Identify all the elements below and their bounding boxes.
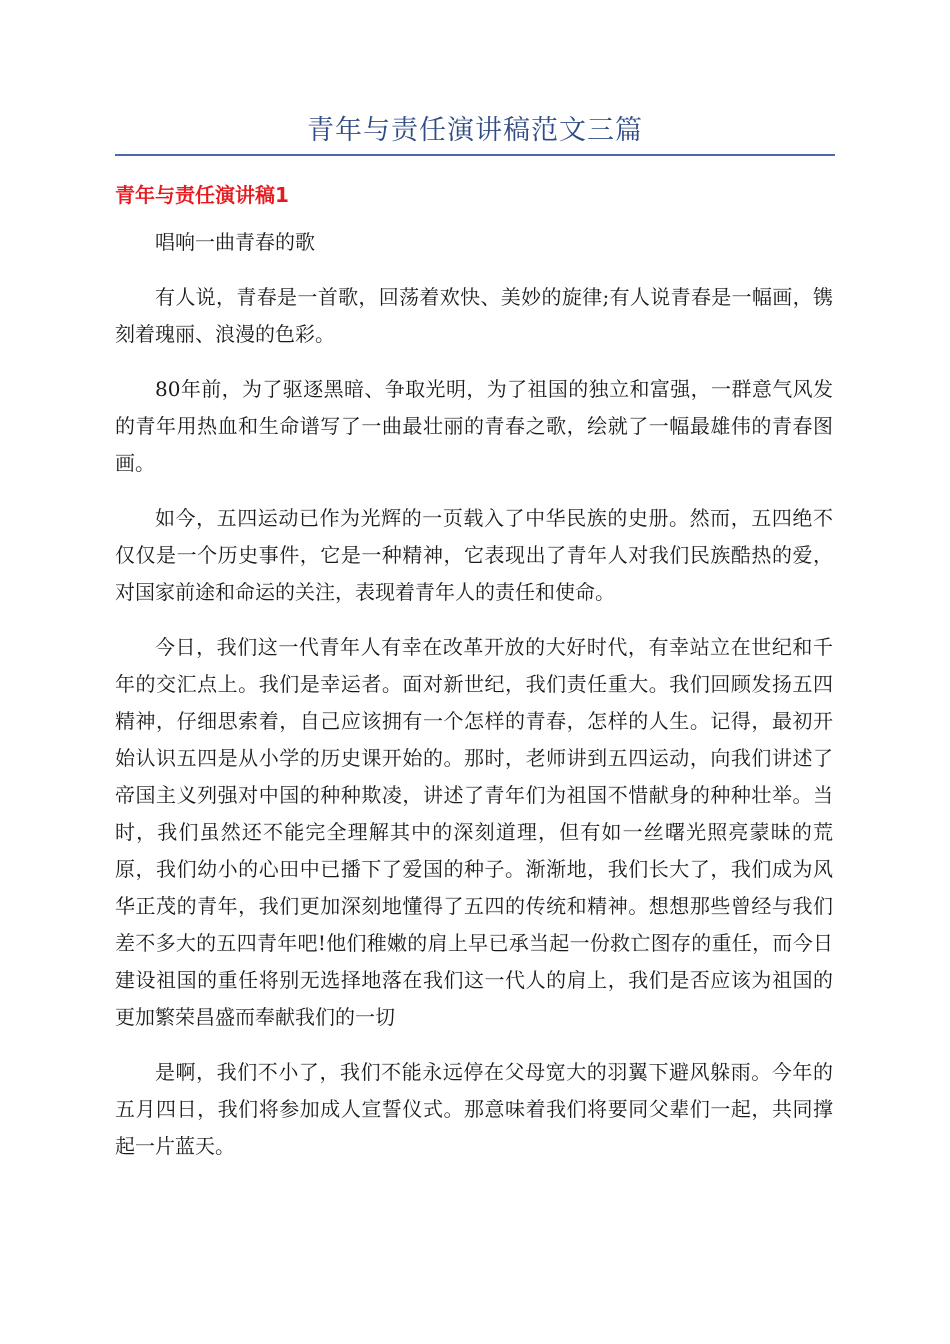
paragraph-2: 80年前，为了驱逐黑暗、争取光明，为了祖国的独立和富强，一群意气风发的青年用热血和生命谱写了一曲最壮丽的青春之歌，绘就了一幅最雄伟的青春图画。 bbox=[115, 377, 833, 475]
paragraph-4: 今日，我们这一代青年人有幸在改革开放的大好时代，有幸站立在世纪和千年的交汇点上。我们是幸运者。面对新世纪，我们责任重大。我们回顾发扬五四精神，仔细思索着，自己应该拥有一个怎样的青春，怎样的人生。记得，最初开始认识五四是从小学的历史课开始的。那时，老师讲到五四运动，向我们讲述了帝国主义列强对中国的种种欺凌，讲述了青年们为祖国不惜献身的种种壮举。当时，我们虽然还不能完全理解其中的深刻道理，但有如一丝曙光照亮蒙昧的荒原，我们幼小的心田中已播下了爱国的种子。渐渐地，我们长大了，我们成为风华正茂的青年，我们更加深刻地懂得了五四的传统和精神。想想那些曾经与我们差不多大的五四青年吧!他们稚嫩的肩上早已承当起一份救亡图存的重任，而今日建设祖国的重任将别无选择地落在我们这一代人的肩上，我们是否应该为祖国的更加繁荣昌盛而奉献我们的一切 bbox=[115, 635, 833, 1029]
section-heading: 青年与责任演讲稿1 bbox=[115, 183, 289, 207]
paragraph-5: 是啊，我们不小了，我们不能永远停在父母宽大的羽翼下避风躲雨。今年的五月四日，我们将参加成人宣誓仪式。那意味着我们将要同父辈们一起，共同撑起一片蓝天。 bbox=[115, 1060, 833, 1158]
document-title: 青年与责任演讲稿范文三篇 bbox=[307, 115, 643, 146]
paragraph-1: 有人说，青春是一首歌，回荡着欢快、美妙的旋律;有人说青春是一幅画，镌刻着瑰丽、浪漫的色彩。 bbox=[115, 285, 833, 346]
speech-body bbox=[115, 224, 833, 1183]
title-underline bbox=[115, 154, 835, 156]
paragraph-3: 如今，五四运动已作为光辉的一页载入了中华民族的史册。然而，五四绝不仅仅是一个历史事件，它是一种精神，它表现出了青年人对我们民族酷热的爱，对国家前途和命运的关注，表现着青年人的责任和使命。 bbox=[115, 506, 833, 604]
speech-subtitle: 唱响一曲青春的歌 bbox=[155, 230, 315, 254]
